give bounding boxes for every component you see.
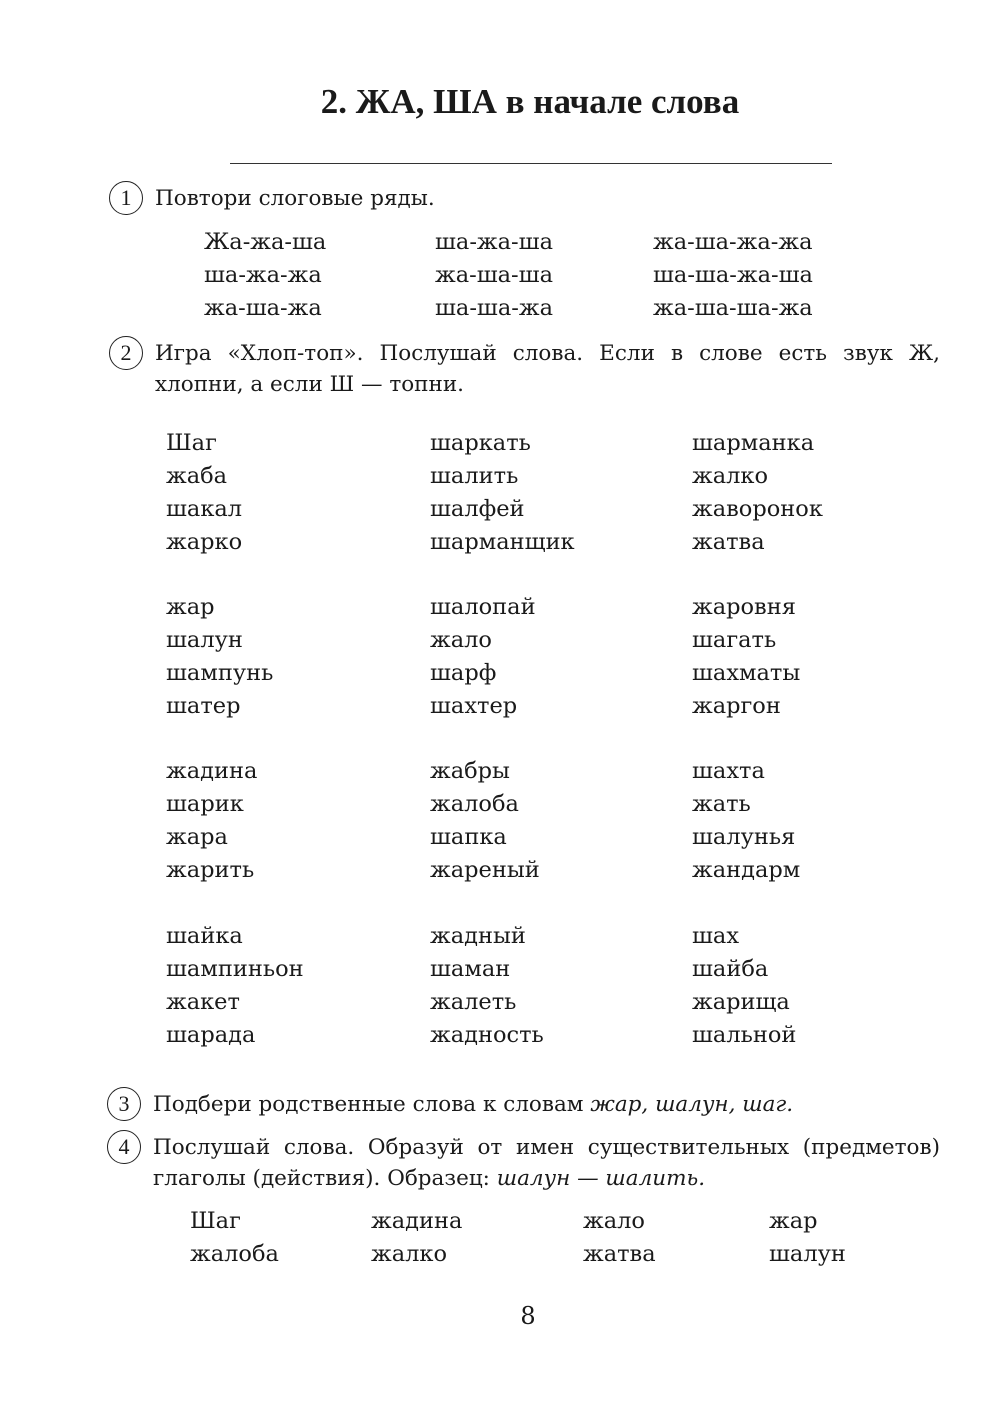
word: шалить [430,463,519,489]
word: жареный [430,857,540,883]
word: жарища [692,989,790,1015]
exercise-3-example-words: жар, шалун, шаг. [590,1092,794,1117]
word: шалун [769,1241,846,1267]
syllable-row: жа-ша-ша-жа [653,295,813,321]
word: шаркать [430,430,531,456]
word: шарик [166,791,244,817]
word: шагать [692,627,777,653]
word: жалко [692,463,769,489]
word: жар [769,1208,818,1234]
word: жадный [430,923,526,949]
exercise-2-number: 2 [109,336,143,370]
word: жалоба [430,791,519,817]
word: жарить [166,857,255,883]
word: шалопай [430,594,536,620]
word: жалко [371,1241,448,1267]
exercise-4-instruction [153,1132,940,1194]
word: шалфей [430,496,525,522]
syllable-row: Жа-жа-ша [204,229,327,255]
exercise-3-instruction [153,1089,793,1120]
word: шайка [166,923,243,949]
word: жатва [692,529,765,555]
word: жалеть [430,989,517,1015]
word: жадность [430,1022,544,1048]
word: шатер [166,693,241,719]
exercise-4-number: 4 [107,1130,141,1164]
word: жадина [371,1208,463,1234]
exercise-1-number: 1 [109,181,143,215]
word: жало [430,627,492,653]
syllable-row: ша-жа-ша [435,229,553,255]
syllable-row: жа-ша-ша [435,262,553,288]
syllable-row: ша-жа-жа [204,262,322,288]
word: шапка [430,824,507,850]
word: шальной [692,1022,797,1048]
word: шакал [166,496,243,522]
exercise-3-instruction-text: Подбери родственные слова к словам [153,1092,584,1117]
word: жандарм [692,857,801,883]
page-title: 2. ЖА, ША в начале слова [320,82,740,121]
word: шарманщик [430,529,575,555]
word: жалоба [190,1241,279,1267]
word: жать [692,791,751,817]
word: шайба [692,956,769,982]
word: шах [692,923,740,949]
word: жатва [583,1241,656,1267]
word: жало [583,1208,645,1234]
exercise-4-example: шалун — шалить. [496,1166,706,1191]
word: шахта [692,758,765,784]
word: шарманка [692,430,815,456]
word: шампунь [166,660,274,686]
word: жаргон [692,693,781,719]
word: жабры [430,758,510,784]
word: шарф [430,660,497,686]
title-divider [230,163,832,164]
syllable-row: ша-ша-жа-ша [653,262,813,288]
exercise-2-instruction: Игра «Хлоп-топ». Послушай слова. Если в слове есть звук Ж, хлопни, а если Ш — топни. [155,341,940,397]
word: Шаг [190,1208,241,1234]
word: шахматы [692,660,801,686]
syllable-row: ша-ша-жа [435,295,553,321]
page-number: 8 [520,1302,536,1330]
exercise-4-instruction-text: Послушай слова. Образуй от имен существительных (предметов) глаголы (действия). Образец: [153,1135,940,1191]
word: шалун [166,627,243,653]
word: шахтер [430,693,518,719]
exercise-3-number: 3 [107,1087,141,1121]
exercise-1-instruction: Повтори слоговые ряды. [155,186,435,211]
syllable-row: жа-ша-жа [204,295,322,321]
word: Шаг [166,430,217,456]
word: жар [166,594,215,620]
word: жара [166,824,228,850]
syllable-row: жа-ша-жа-жа [653,229,813,255]
word: жадина [166,758,258,784]
word: жаровня [692,594,796,620]
word: шаман [430,956,511,982]
word: шарада [166,1022,256,1048]
word: жарко [166,529,243,555]
word: шалунья [692,824,796,850]
word: жаворонок [692,496,823,522]
word: жаба [166,463,228,489]
word: шампиньон [166,956,304,982]
word: жакет [166,989,240,1015]
